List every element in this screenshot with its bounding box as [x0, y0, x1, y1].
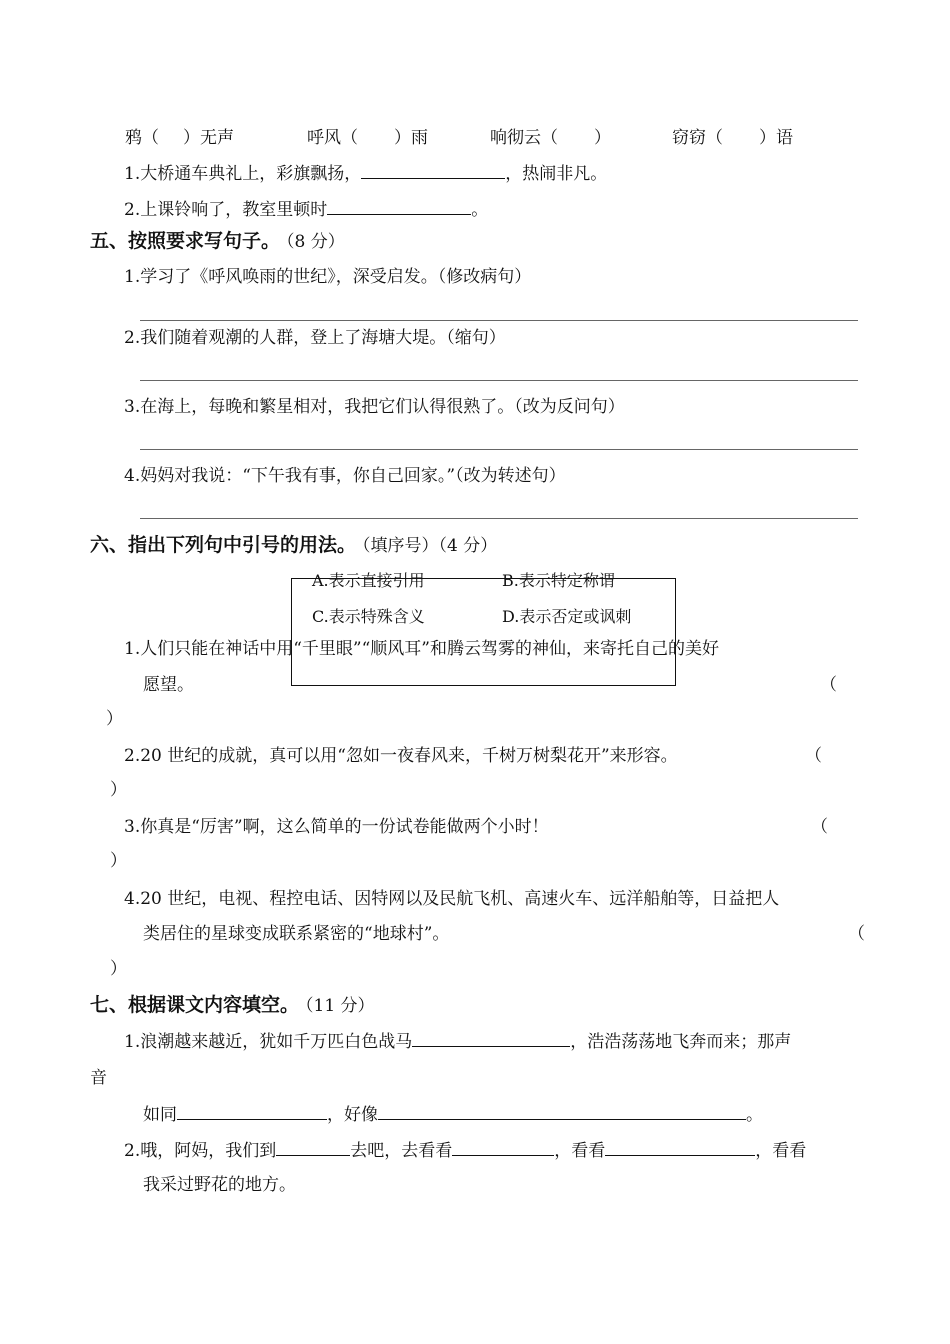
fill-question-2 [124, 196, 488, 222]
blank-7-1-a[interactable] [412, 1028, 570, 1047]
answer-paren-close-1[interactable]: ） [106, 709, 123, 729]
answer-line-5-2[interactable] [140, 380, 858, 381]
section-6-question-1-line-1: 1.人们只能在神话中用“千里眼”“顺风耳”和腾云驾雾的神仙，来寄托自己的美好 [124, 639, 719, 659]
section-5-heading [90, 229, 345, 254]
idiom-2 [307, 126, 428, 150]
section-7-question-2-text-c: ，看看 [554, 1141, 606, 1161]
blank-7-1-b[interactable] [177, 1101, 327, 1120]
section-5-question-1: 1.学习了《呼风唤雨的世纪》，深受启发。（修改病句） [124, 267, 532, 287]
section-7-question-2-text-d: ，看看 [755, 1141, 807, 1161]
section-5-score: （8 分） [286, 232, 345, 252]
section-7-score: （11 分） [305, 996, 375, 1016]
answer-line-5-3[interactable] [140, 449, 858, 450]
section-7-question-1-text-d: 如同 [143, 1105, 177, 1125]
answer-paren-open-4[interactable]: （ [848, 924, 865, 944]
idiom-2-end: ）雨 [394, 128, 428, 148]
section-7-heading [90, 993, 375, 1018]
idiom-2-start: 呼风（ [307, 128, 358, 148]
fill-question-2-tail: 。 [471, 200, 489, 220]
fill-question-2-blank[interactable] [327, 196, 471, 215]
section-6-title: 六、指出下列句中引号的用法。 [90, 534, 357, 556]
answer-paren-open-3[interactable]: （ [811, 817, 828, 837]
option-b: B.表示特定称谓 [502, 571, 615, 590]
option-c: C.表示特殊含义 [312, 607, 425, 626]
section-6-heading [90, 533, 497, 558]
fill-question-1 [124, 160, 607, 186]
section-7-question-1-text-a: 1.浪潮越来越近，犹如千万匹白色战马 [124, 1032, 413, 1052]
answer-line-5-4[interactable] [140, 518, 858, 519]
idiom-3 [490, 126, 611, 150]
blank-7-1-c[interactable] [378, 1101, 746, 1120]
section-7-title: 七、根据课文内容填空。 [90, 994, 300, 1016]
blank-7-2-b[interactable] [452, 1137, 554, 1156]
section-7-question-2-line-2: 我采过野花的地方。 [143, 1175, 296, 1195]
option-d: D.表示否定或讽刺 [502, 607, 632, 626]
section-6-score: （填序号）（4 分） [362, 536, 498, 556]
answer-paren-close-4[interactable]: ） [110, 959, 127, 979]
section-7-question-2-text-b: 去吧，去看看 [350, 1141, 453, 1161]
idiom-1-start: 鸦（ [125, 128, 159, 148]
section-5-title: 五、按照要求写句子。 [90, 230, 281, 252]
section-7-question-1-text-f: 。 [746, 1105, 763, 1125]
blank-7-2-a[interactable] [276, 1137, 350, 1156]
options-box [291, 578, 676, 686]
section-7-question-1-wrap: 音 [90, 1068, 107, 1088]
section-5-question-4: 4.妈妈对我说：“下午我有事，你自己回家。”（改为转述句） [124, 466, 566, 486]
answer-paren-close-3[interactable]: ） [110, 851, 127, 871]
fill-question-1-tail: ，热闹非凡。 [505, 164, 608, 184]
answer-paren-open-2[interactable]: （ [805, 746, 822, 766]
idiom-3-start: 响彻云（ [490, 128, 558, 148]
section-6-question-4-line-1: 4.20 世纪，电视、程控电话、因特网以及民航飞机、高速火车、远洋船舶等，日益把人 [124, 889, 780, 909]
fill-question-1-blank[interactable] [361, 160, 505, 179]
idiom-4 [672, 126, 793, 150]
section-6-question-1-line-2: 愿望。 [143, 675, 194, 695]
section-7-question-1-line-2 [143, 1101, 763, 1127]
section-7-question-1-text-e: ，好像 [327, 1105, 378, 1125]
answer-line-5-1[interactable] [140, 320, 858, 321]
idiom-4-end: ）语 [759, 128, 793, 148]
idiom-4-start: 窃窃（ [672, 128, 723, 148]
fill-question-1-text: 1.大桥通车典礼上，彩旗飘扬， [124, 164, 362, 184]
section-7-question-1-line-1 [124, 1028, 791, 1054]
section-5-question-3: 3.在海上，每晚和繁星相对，我把它们认得很熟了。（改为反问句） [124, 397, 625, 417]
section-6-question-4-line-2: 类居住的星球变成联系紧密的“地球村”。 [143, 924, 450, 944]
section-7-question-2-line-1 [124, 1137, 806, 1163]
idiom-3-end: ） [594, 128, 611, 148]
idiom-1 [125, 126, 234, 150]
option-a: A.表示直接引用 [312, 571, 425, 590]
section-6-question-3: 3.你真是“厉害”啊，这么简单的一份试卷能做两个小时！ [124, 817, 549, 837]
answer-paren-open-1[interactable]: （ [820, 675, 837, 695]
section-7-question-1-text-b: ，浩浩荡荡地飞奔而来；那声 [570, 1032, 792, 1052]
fill-question-2-text: 2.上课铃响了，教室里顿时 [124, 200, 328, 220]
blank-7-2-c[interactable] [605, 1137, 755, 1156]
section-5-question-2: 2.我们随着观潮的人群，登上了海塘大堤。（缩句） [124, 328, 506, 348]
idiom-1-end: ）无声 [183, 128, 234, 148]
answer-paren-close-2[interactable]: ） [110, 780, 127, 800]
section-7-question-2-text-a: 2.哦，阿妈，我们到 [124, 1141, 277, 1161]
section-6-question-2: 2.20 世纪的成就，真可以用“忽如一夜春风来，千树万树梨花开”来形容。 [124, 746, 678, 766]
